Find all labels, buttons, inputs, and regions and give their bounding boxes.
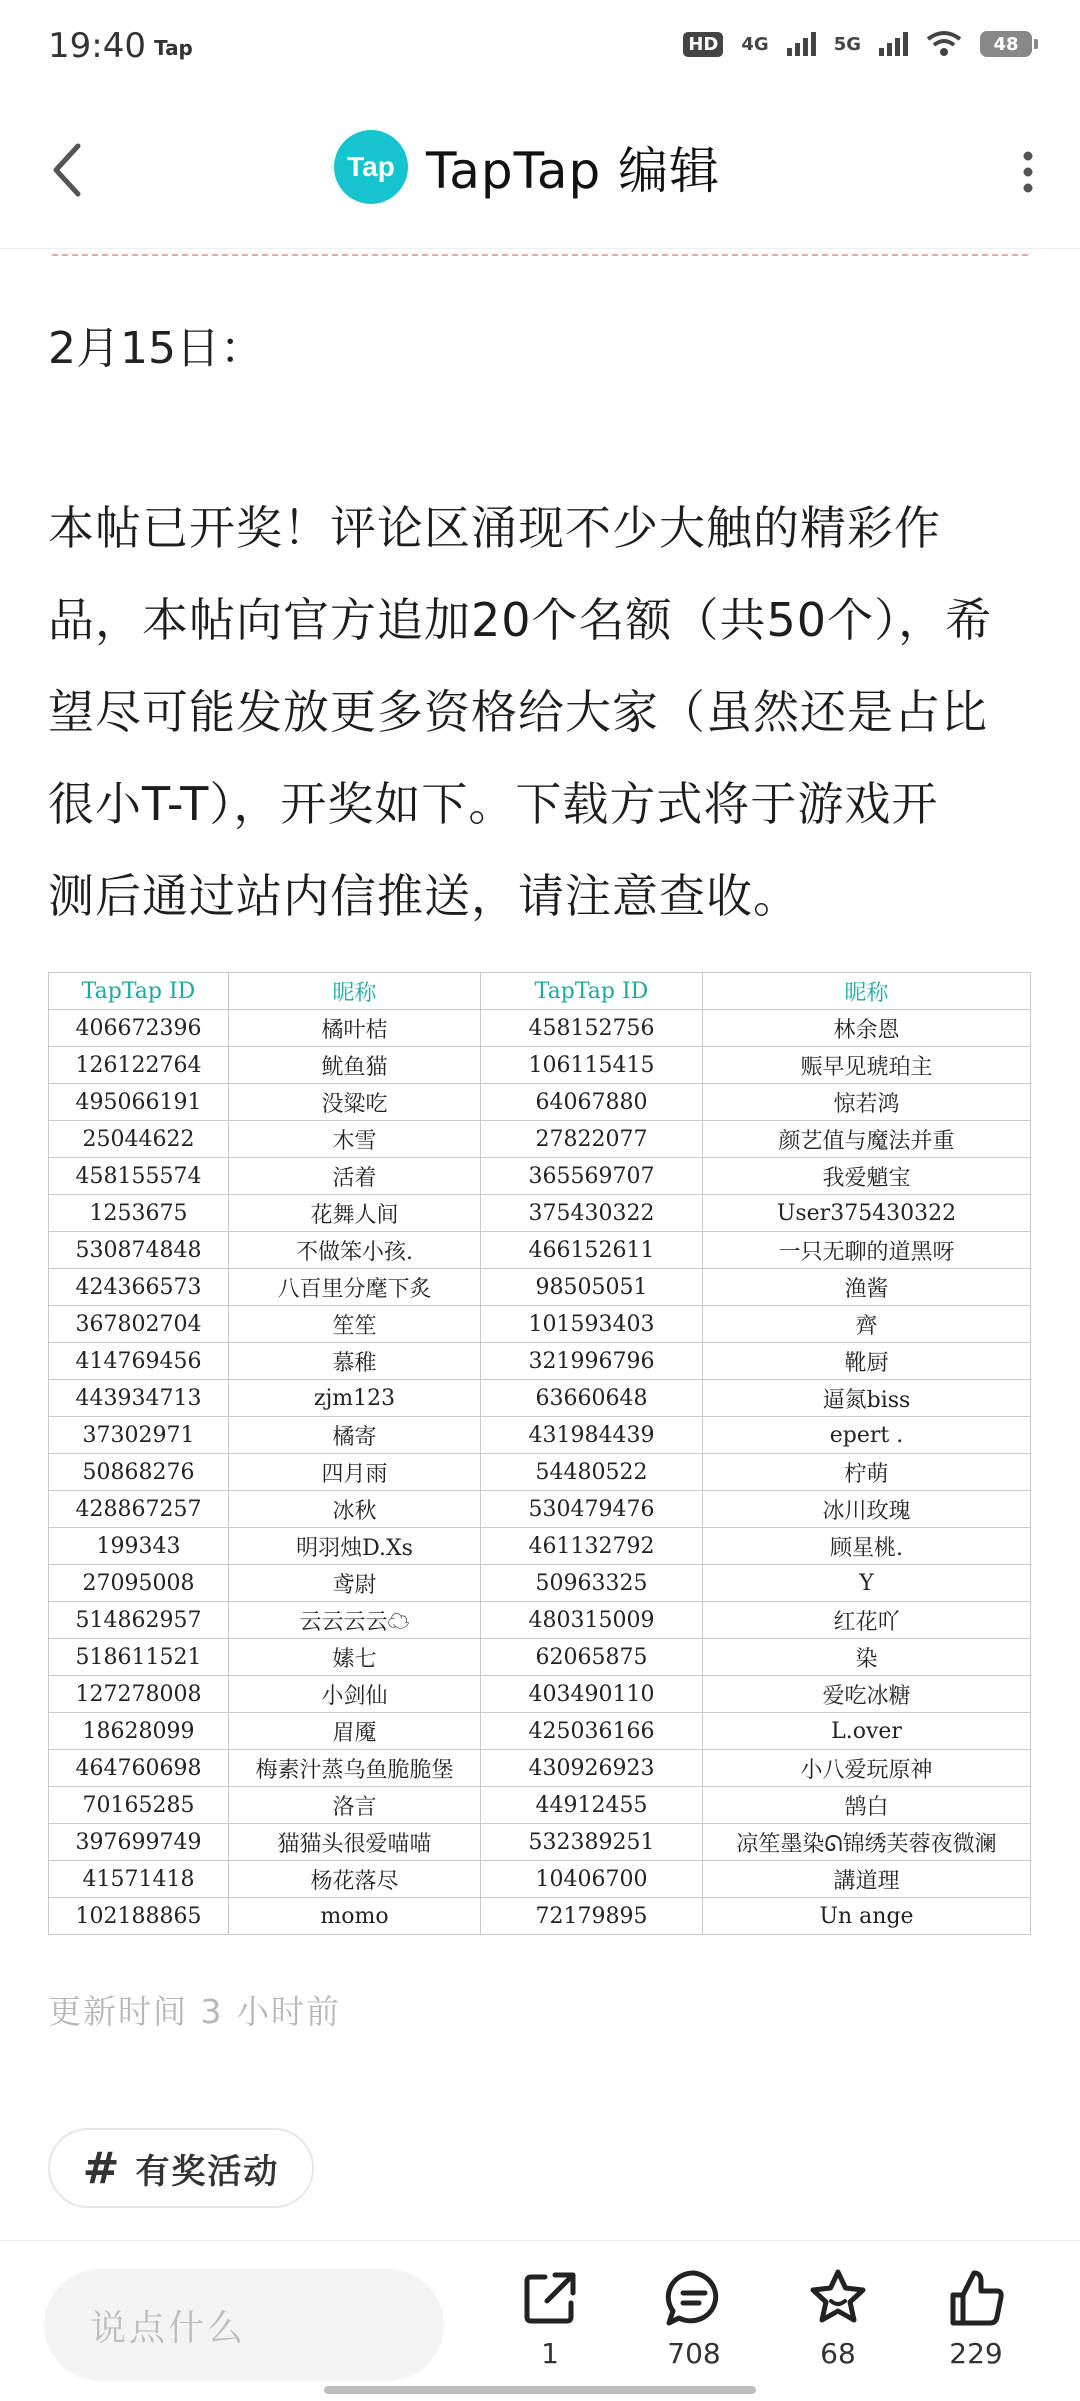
cell-nickname: 八百里分麾下炙 <box>229 1269 481 1306</box>
table-row <box>49 1343 1031 1380</box>
cell-nickname: 逼氮biss <box>703 1380 1031 1417</box>
cell-nickname: epert . <box>703 1417 1031 1454</box>
post-paragraph <box>48 482 1038 942</box>
cell-nickname: 爱吃冰糖 <box>703 1676 1031 1713</box>
cell-nickname: zjm123 <box>229 1380 481 1417</box>
cell-taptap-id: 25044622 <box>49 1121 229 1158</box>
cell-nickname: 眉魇 <box>229 1713 481 1750</box>
signal-icon <box>787 32 816 56</box>
cell-taptap-id: 64067880 <box>481 1084 703 1121</box>
cell-nickname: 染 <box>703 1639 1031 1676</box>
table-row <box>49 1898 1031 1935</box>
like-count: 229 <box>949 2337 1003 2370</box>
cell-nickname: 顾星桃. <box>703 1528 1031 1565</box>
taptap-logo: Tap <box>334 130 408 204</box>
cell-taptap-id: 458152756 <box>481 1010 703 1047</box>
cell-nickname: 講道理 <box>703 1861 1031 1898</box>
cell-nickname: 鱿鱼猫 <box>229 1047 481 1084</box>
cell-nickname: 凉笙墨染ᘏ锦绣芙蓉夜微澜 <box>703 1824 1031 1861</box>
paragraph-line: 品，本帖向官方追加20个名额（共50个），希 <box>48 593 993 647</box>
cell-nickname: 猫猫头很爱喵喵 <box>229 1824 481 1861</box>
cell-taptap-id: 37302971 <box>49 1417 229 1454</box>
page-title: TapTap 编辑 <box>426 142 721 200</box>
cell-taptap-id: 424366573 <box>49 1269 229 1306</box>
cell-taptap-id: 375430322 <box>481 1195 703 1232</box>
table-row <box>49 1491 1031 1528</box>
cell-nickname: 笙笙 <box>229 1306 481 1343</box>
cell-nickname: 慕稚 <box>229 1343 481 1380</box>
cell-nickname: 冰川玫瑰 <box>703 1491 1031 1528</box>
column-header-id: TapTap ID <box>49 973 229 1010</box>
status-icons <box>683 30 1032 58</box>
cell-nickname: User375430322 <box>703 1195 1031 1232</box>
table-row <box>49 1787 1031 1824</box>
signal-icon <box>879 32 908 56</box>
table-row <box>49 1639 1031 1676</box>
cell-taptap-id: 431984439 <box>481 1417 703 1454</box>
cell-taptap-id: 466152611 <box>481 1232 703 1269</box>
cell-nickname: 木雪 <box>229 1121 481 1158</box>
status-bar <box>0 0 1080 96</box>
cell-taptap-id: 62065875 <box>481 1639 703 1676</box>
comment-count: 708 <box>667 2337 721 2370</box>
cell-nickname: 红花吖 <box>703 1602 1031 1639</box>
column-header-nickname: 昵称 <box>229 973 481 1010</box>
cell-taptap-id: 425036166 <box>481 1713 703 1750</box>
cell-nickname: momo <box>229 1898 481 1935</box>
cell-taptap-id: 27822077 <box>481 1121 703 1158</box>
header-title-group <box>334 130 720 204</box>
cell-taptap-id: 10406700 <box>481 1861 703 1898</box>
cell-nickname: Un ange <box>703 1898 1031 1935</box>
cell-taptap-id: 365569707 <box>481 1158 703 1195</box>
share-icon <box>519 2267 581 2329</box>
cell-taptap-id: 27095008 <box>49 1565 229 1602</box>
column-header-nickname: 昵称 <box>703 973 1031 1010</box>
cell-taptap-id: 1253675 <box>49 1195 229 1232</box>
home-indicator[interactable] <box>324 2386 756 2394</box>
cell-taptap-id: 70165285 <box>49 1787 229 1824</box>
cell-taptap-id: 54480522 <box>481 1454 703 1491</box>
update-time: 更新时间 3 小时前 <box>48 1992 341 2031</box>
share-button[interactable] <box>500 2267 600 2370</box>
hd-icon: HD <box>683 32 723 57</box>
cell-nickname: L.over <box>703 1713 1031 1750</box>
topic-tag-chip[interactable] <box>48 2128 314 2208</box>
comment-input[interactable]: 说点什么 <box>44 2269 444 2381</box>
table-row <box>49 1158 1031 1195</box>
cell-taptap-id: 532389251 <box>481 1824 703 1861</box>
cell-nickname: 没粱吃 <box>229 1084 481 1121</box>
cell-taptap-id: 367802704 <box>49 1306 229 1343</box>
cell-nickname: 鸢尉 <box>229 1565 481 1602</box>
cell-taptap-id: 530874848 <box>49 1232 229 1269</box>
cell-taptap-id: 50963325 <box>481 1565 703 1602</box>
paragraph-line: 本帖已开奖！评论区涌现不少大触的精彩作 <box>48 501 941 555</box>
dashed-divider <box>52 254 1028 256</box>
cell-taptap-id: 41571418 <box>49 1861 229 1898</box>
network-4g-label: 4G <box>741 33 769 55</box>
cell-nickname: 柠萌 <box>703 1454 1031 1491</box>
star-icon <box>807 2267 869 2329</box>
column-header-id: TapTap ID <box>481 973 703 1010</box>
cell-nickname: 齊 <box>703 1306 1031 1343</box>
battery-icon: 48 <box>980 31 1032 57</box>
table-row <box>49 1565 1031 1602</box>
cell-nickname: 林余恩 <box>703 1010 1031 1047</box>
paragraph-line: 很小T-T），开奖如下。下载方式将于游戏开 <box>48 777 939 831</box>
cell-taptap-id: 101593403 <box>481 1306 703 1343</box>
cell-taptap-id: 127278008 <box>49 1676 229 1713</box>
cell-taptap-id: 403490110 <box>481 1676 703 1713</box>
cell-nickname: 渔酱 <box>703 1269 1031 1306</box>
cell-taptap-id: 397699749 <box>49 1824 229 1861</box>
table-row <box>49 1380 1031 1417</box>
cell-taptap-id: 126122764 <box>49 1047 229 1084</box>
table-row <box>49 1417 1031 1454</box>
table-header-row <box>49 973 1031 1010</box>
cell-nickname: 惊若鸿 <box>703 1084 1031 1121</box>
wifi-icon <box>926 30 962 58</box>
cell-taptap-id: 461132792 <box>481 1528 703 1565</box>
cell-nickname: Y <box>703 1565 1031 1602</box>
like-button[interactable] <box>926 2267 1026 2370</box>
cell-nickname: 橘叶桔 <box>229 1010 481 1047</box>
table-row <box>49 1713 1031 1750</box>
thumbs-up-icon <box>945 2267 1007 2329</box>
cell-taptap-id: 199343 <box>49 1528 229 1565</box>
cell-nickname: 杨花落尽 <box>229 1861 481 1898</box>
table-row <box>49 1750 1031 1787</box>
cell-taptap-id: 530479476 <box>481 1491 703 1528</box>
cell-taptap-id: 98505051 <box>481 1269 703 1306</box>
cell-nickname: 云云云云☁ <box>229 1602 481 1639</box>
table-row <box>49 1047 1031 1084</box>
cell-nickname: 花舞人间 <box>229 1195 481 1232</box>
table-body <box>49 1010 1031 1935</box>
favorite-button[interactable] <box>788 2267 888 2370</box>
cell-taptap-id: 63660648 <box>481 1380 703 1417</box>
table-row <box>49 1676 1031 1713</box>
cell-taptap-id: 18628099 <box>49 1713 229 1750</box>
comment-icon <box>663 2267 725 2329</box>
winners-table <box>48 972 1031 1935</box>
back-arrow-icon <box>44 140 92 200</box>
post-date-heading: 2月15日： <box>48 323 264 374</box>
cell-taptap-id: 514862957 <box>49 1602 229 1639</box>
table-row <box>49 1121 1031 1158</box>
cell-nickname: 梅素汁蒸乌鱼脆脆堡 <box>229 1750 481 1787</box>
table-row <box>49 1084 1031 1121</box>
more-options-button[interactable] <box>1008 144 1048 200</box>
cell-taptap-id: 518611521 <box>49 1639 229 1676</box>
cell-nickname: 明羽烛D.Xs <box>229 1528 481 1565</box>
cell-taptap-id: 102188865 <box>49 1898 229 1935</box>
cell-taptap-id: 106115415 <box>481 1047 703 1084</box>
table-row <box>49 1824 1031 1861</box>
cell-taptap-id: 428867257 <box>49 1491 229 1528</box>
status-app-label: Tap <box>154 36 193 60</box>
share-count: 1 <box>541 2337 559 2370</box>
cell-nickname: 洛言 <box>229 1787 481 1824</box>
status-time: 19:40 <box>48 26 146 66</box>
table-row <box>49 1010 1031 1047</box>
cell-nickname: 橘寄 <box>229 1417 481 1454</box>
cell-nickname: 小剑仙 <box>229 1676 481 1713</box>
table-row <box>49 1195 1031 1232</box>
cell-nickname: 赈早见琥珀主 <box>703 1047 1031 1084</box>
paragraph-line: 望尽可能发放更多资格给大家（虽然还是占比 <box>48 685 988 739</box>
cell-nickname: 冰秋 <box>229 1491 481 1528</box>
cell-taptap-id: 44912455 <box>481 1787 703 1824</box>
table-row <box>49 1602 1031 1639</box>
cell-taptap-id: 430926923 <box>481 1750 703 1787</box>
favorite-count: 68 <box>820 2337 856 2370</box>
hashtag-icon: # <box>82 2142 120 2194</box>
cell-taptap-id: 321996796 <box>481 1343 703 1380</box>
cell-taptap-id: 414769456 <box>49 1343 229 1380</box>
table-row <box>49 1528 1031 1565</box>
table-row <box>49 1861 1031 1898</box>
table-row <box>49 1454 1031 1491</box>
cell-taptap-id: 50868276 <box>49 1454 229 1491</box>
app-header <box>0 96 1080 249</box>
cell-nickname: 小八爱玩原神 <box>703 1750 1031 1787</box>
cell-nickname: 四月雨 <box>229 1454 481 1491</box>
cell-nickname: 颜艺值与魔法并重 <box>703 1121 1031 1158</box>
table-row <box>49 1306 1031 1343</box>
cell-nickname: 靴厨 <box>703 1343 1031 1380</box>
network-5g-label: 5G <box>833 33 861 55</box>
cell-nickname: 鹄白 <box>703 1787 1031 1824</box>
cell-taptap-id: 406672396 <box>49 1010 229 1047</box>
cell-taptap-id: 72179895 <box>481 1898 703 1935</box>
cell-nickname: 不做笨小孩. <box>229 1232 481 1269</box>
table-row <box>49 1232 1031 1269</box>
cell-taptap-id: 458155574 <box>49 1158 229 1195</box>
more-vertical-icon <box>1008 144 1048 200</box>
tag-label: 有奖活动 <box>135 2151 280 2192</box>
cell-taptap-id: 480315009 <box>481 1602 703 1639</box>
cell-taptap-id: 443934713 <box>49 1380 229 1417</box>
winners-table-image[interactable] <box>48 972 1030 1935</box>
cell-nickname: 嫊七 <box>229 1639 481 1676</box>
cell-nickname: 我爱魈宝 <box>703 1158 1031 1195</box>
cell-nickname: 一只无聊的道黑呀 <box>703 1232 1031 1269</box>
cell-taptap-id: 464760698 <box>49 1750 229 1787</box>
comment-button[interactable] <box>644 2267 744 2370</box>
cell-taptap-id: 495066191 <box>49 1084 229 1121</box>
paragraph-line: 测后通过站内信推送，请注意查收。 <box>48 869 800 923</box>
back-button[interactable] <box>44 140 92 200</box>
table-row <box>49 1269 1031 1306</box>
cell-nickname: 活着 <box>229 1158 481 1195</box>
bottom-action-bar <box>0 2240 1080 2401</box>
